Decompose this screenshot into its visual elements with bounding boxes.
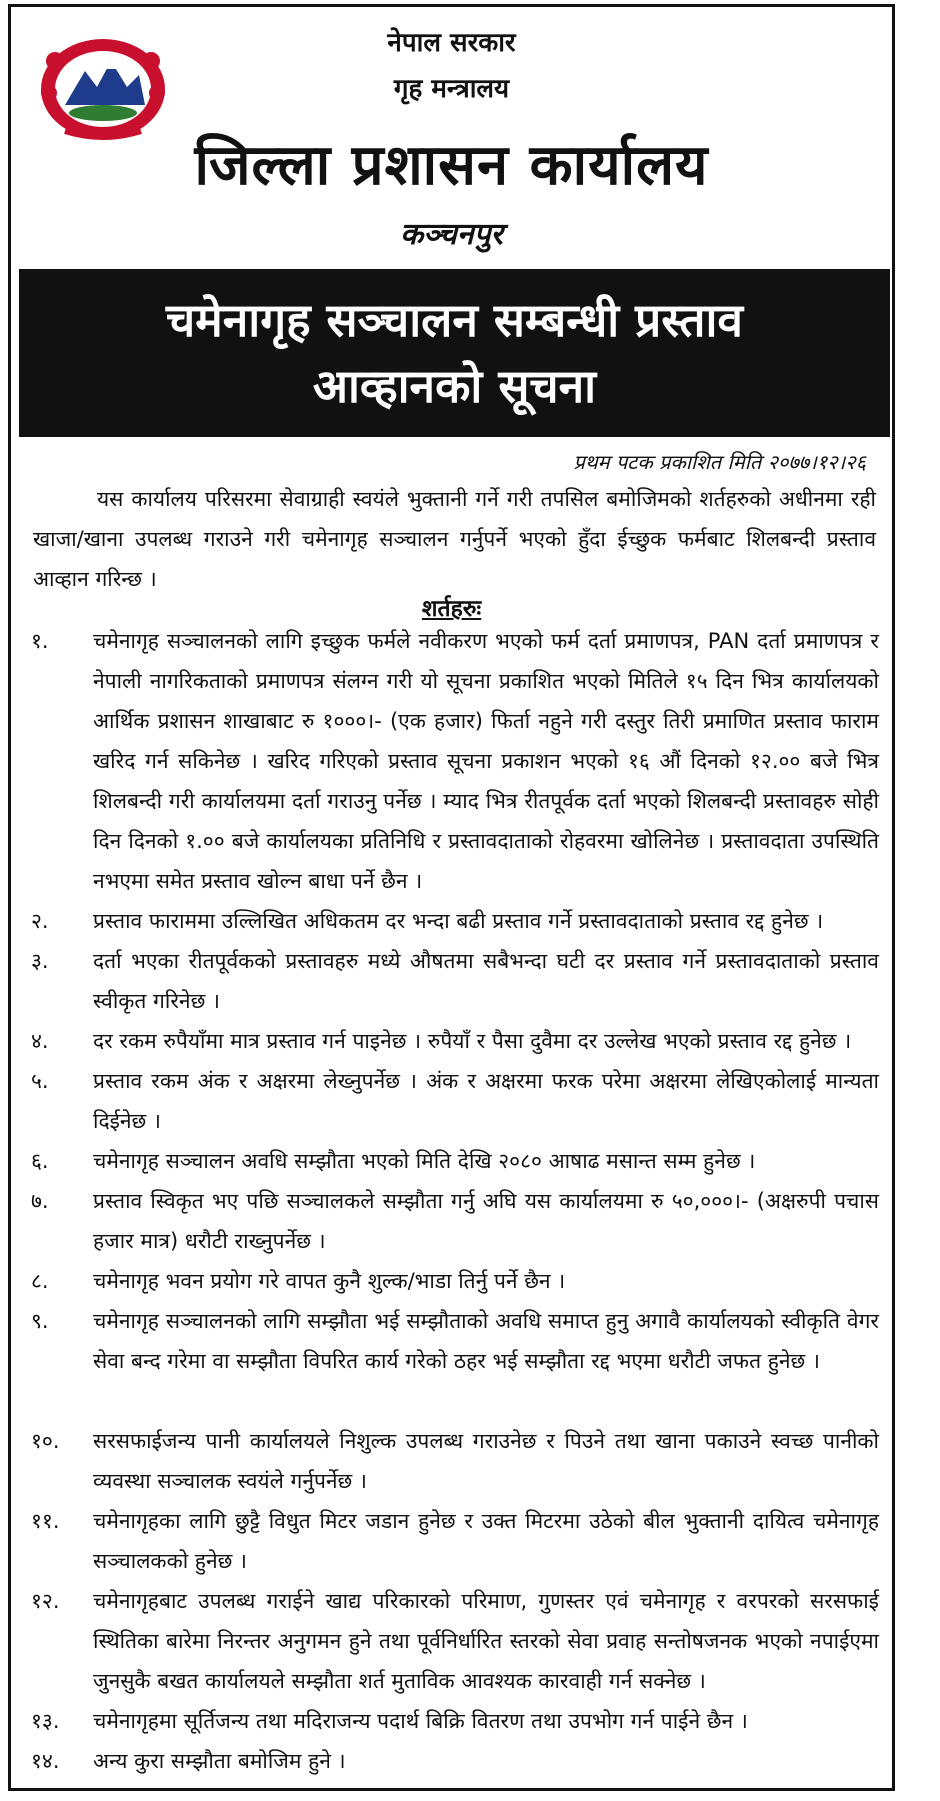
condition-text: प्रस्ताव स्विकृत भए पछि सञ्चालकले सम्झौता गर्नु अघि यस कार्यालयमा रु ५०,०००।- (अक्षरुपी पचास हजार मात्र) धरौटी राख्नुपर्नेछ ।	[93, 1189, 879, 1253]
condition-number: ११.	[31, 1509, 60, 1533]
conditions-heading: शर्तहरुः	[421, 596, 482, 622]
condition-text: चमेनागृहमा सूर्तिजन्य तथा मदिराजन्य पदार्थ बिक्रि वितरण तथा उपभोग गर्न पाईने छैन ।	[93, 1709, 748, 1733]
condition-number: ४.	[31, 1029, 49, 1053]
condition-item	[31, 1701, 879, 1741]
condition-item	[31, 1581, 879, 1701]
condition-item	[31, 1501, 879, 1581]
condition-item	[31, 1021, 879, 1061]
published-date: प्रथम पटक प्रकाशित मिति २०७७।१२।२६	[573, 450, 866, 474]
condition-text: प्रस्ताव रकम अंक र अक्षरमा लेख्नुपर्नेछ । अंक र अक्षरमा फरक परेमा अक्षरमा लेखिएकोलाई मान्यता दिईनेछ ।	[93, 1069, 879, 1133]
condition-text: दर्ता भएका रीतपूर्वकको प्रस्तावहरु मध्ये औषतमा सबैभन्दा घटी दर प्रस्ताव गर्ने प्रस्तावदाताको प्रस्ताव स्वीकृत गरिनेछ ।	[93, 949, 879, 1013]
condition-number: १.	[31, 629, 49, 653]
condition-text: चमेनागृह भवन प्रयोग गरे वापत कुनै शुल्क/भाडा तिर्नु पर्ने छैन ।	[93, 1269, 566, 1293]
condition-number: ७.	[31, 1189, 49, 1213]
ministry-name: गृह मन्त्रालय	[393, 74, 510, 104]
condition-number: १२.	[31, 1589, 60, 1613]
condition-text: सरसफाईजन्य पानी कार्यालयले निशुल्क उपलब्ध गराउनेछ र पिउने तथा खाना पकाउने स्वच्छ पानीको व्यवस्था सञ्चालक स्वयंले गर्नुपर्नेछ ।	[93, 1429, 879, 1493]
condition-text: चमेनागृहबाट उपलब्ध गराईने खाद्य परिकारको परिमाण, गुणस्तर एवं चमेनागृह र वरपरको सरसफाई स्थितिका बारेमा निरन्तर अनुगमन हुने तथा पूर्वनिर्धारित स्तरको सेवा प्रवाह सन्तोषजनक भएको नपाईएमा जुनसुकै बखत कार्यालयले सम्झौता शर्त मुताविक आवश्यक कारवाही गर्न सक्नेछ ।	[93, 1589, 879, 1693]
intro-paragraph: यस कार्यालय परिसरमा सेवाग्राही स्वयंले भुक्तानी गर्ने गरी तपसिल बमोजिमको शर्तहरुको अधीनमा रही खाजा/खाना उपलब्ध गराउने गरी चमेनागृह सञ्चालन गर्नुपर्ने भएको हुँदा ईच्छुक फर्मबाट शिलबन्दी प्रस्ताव आव्हान गरिन्छ ।	[33, 487, 876, 591]
office-name: जिल्ला प्रशासन कार्यालय	[194, 132, 709, 198]
condition-text: दर रकम रुपैयाँमा मात्र प्रस्ताव गर्न पाइनेछ । रुपैयाँ र पैसा दुवैमा दर उल्लेख भएको प्रस्ताव रद्द हुनेछ ।	[93, 1029, 852, 1053]
notice-frame	[8, 4, 895, 1791]
condition-number: ६.	[31, 1149, 49, 1173]
condition-item	[31, 621, 879, 901]
condition-text: चमेनागृहका लागि छुट्टै विधुत मिटर जडान हुनेछ र उक्त मिटरमा उठेको बील भुक्तानी दायित्व चमेनागृह सञ्चालकको हुनेछ ।	[93, 1509, 879, 1573]
government-name: नेपाल सरकार	[387, 28, 516, 58]
condition-number: ३.	[31, 949, 49, 973]
condition-item	[31, 1741, 879, 1781]
condition-text: चमेनागृह सञ्चालन अवधि सम्झौता भएको मिति देखि २०८० आषाढ मसान्त सम्म हुनेछ ।	[93, 1149, 756, 1173]
condition-text: चमेनागृह सञ्चालनको लागि सम्झौता भई सम्झौताको अवधि समाप्त हुनु अगावै कार्यालयको स्वीकृति वेगर सेवा बन्द गरेमा वा सम्झौता विपरित कार्य गरेको ठहर भई सम्झौता रद्द भएमा धरौटी जफत हुनेछ ।	[93, 1309, 879, 1373]
condition-number: २.	[31, 909, 49, 933]
condition-item	[31, 1141, 879, 1181]
notice-title-banner	[19, 269, 890, 437]
condition-number: १३.	[31, 1709, 60, 1733]
condition-item	[31, 1181, 879, 1261]
condition-text: चमेनागृह सञ्चालनको लागि इच्छुक फर्मले नवीकरण भएको फर्म दर्ता प्रमाणपत्र, PAN दर्ता प्रमाणपत्र र नेपाली नागरिकताको प्रमाणपत्र संलग्न गरी यो सूचना प्रकाशित भएको मितिले १५ दिन भित्र कार्यालयको आर्थिक प्रशासन शाखाबाट रु १०००।- (एक हजार) फिर्ता नहुने गरी दस्तुर तिरी प्रमाणित प्रस्ताव फाराम खरिद गर्न सकिनेछ । खरिद गरिएको प्रस्ताव सूचना प्रकाशन भएको १६ औं दिनको १२.०० बजे भित्र शिलबन्दी गरी कार्यालयमा दर्ता गराउनु पर्नेछ । म्याद भित्र रीतपूर्वक दर्ता भएको शिलबन्दी प्रस्तावहरु सोही दिन दिनको १.०० बजे कार्यालयका प्रतिनिधि र प्रस्तावदाताको रोहवरमा खोलिनेछ । प्रस्तावदाता उपस्थिति नभएमा समेत प्रस्ताव खोल्न बाधा पर्ने छैन ।	[93, 629, 879, 893]
notice-title-line-1: चमेनागृह सञ्चालन सम्बन्धी प्रस्ताव	[166, 293, 743, 347]
condition-text: प्रस्ताव फाराममा उल्लिखित अधिकतम दर भन्दा बढी प्रस्ताव गर्ने प्रस्तावदाताको प्रस्ताव रद्द हुनेछ ।	[93, 909, 824, 933]
notice-title-line-2: आव्हानको सूचना	[312, 359, 597, 413]
condition-number: १४.	[31, 1749, 60, 1773]
condition-number: ८.	[31, 1269, 49, 1293]
condition-number: ९.	[31, 1309, 49, 1333]
condition-item	[31, 1301, 879, 1381]
condition-item	[31, 1421, 879, 1501]
condition-item	[31, 901, 879, 941]
condition-text: अन्य कुरा सम्झौता बमोजिम हुने ।	[93, 1749, 346, 1773]
condition-number: १०.	[31, 1429, 60, 1453]
condition-item	[31, 1061, 879, 1141]
condition-item	[31, 1261, 879, 1301]
condition-number: ५.	[31, 1069, 49, 1093]
district-name: कञ्चनपुर	[400, 217, 503, 252]
condition-item	[31, 941, 879, 1021]
